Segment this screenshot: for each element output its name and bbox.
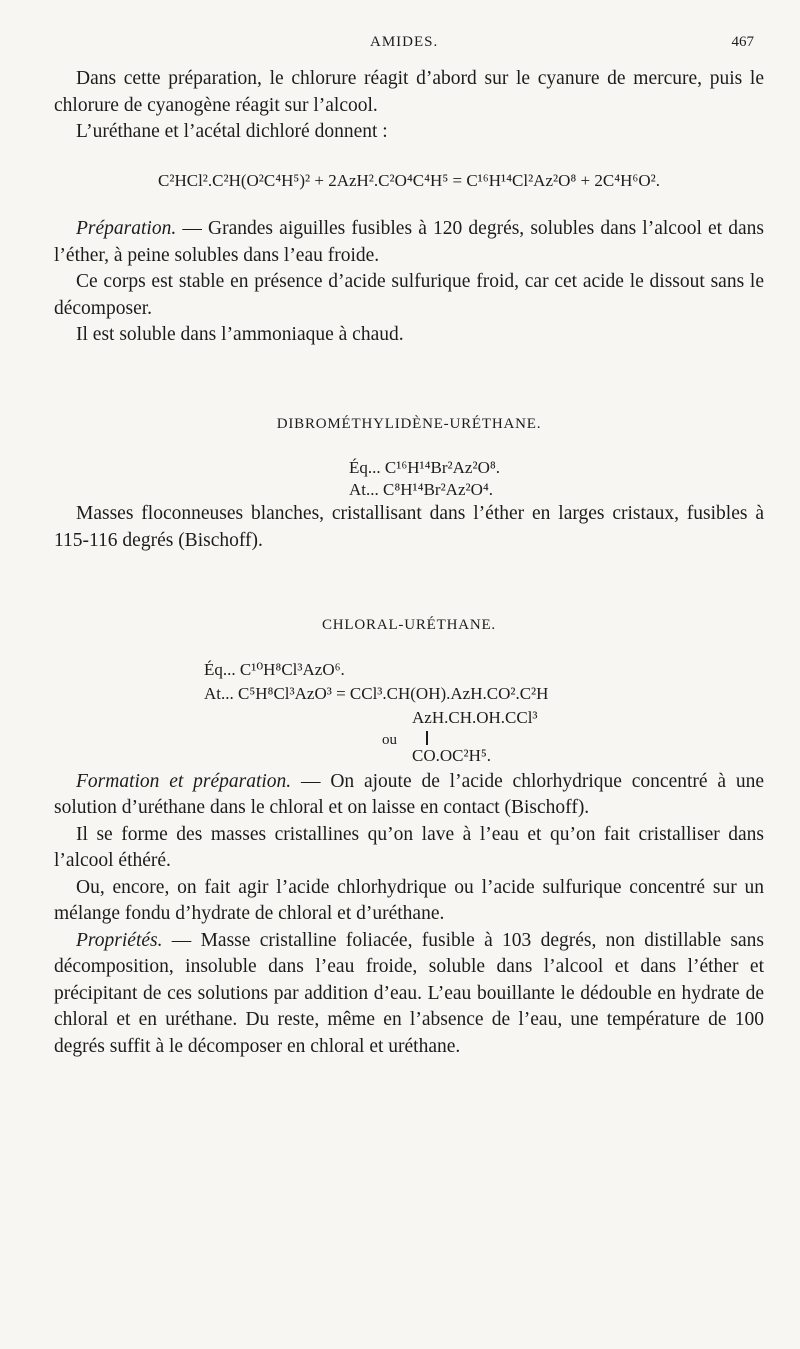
stability-paragraph: Ce corps est stable en présence d’acide sulfurique froid, car cet acide le dissout sans le décomposer.: [54, 271, 764, 319]
page-body: [54, 66, 764, 1060]
formation-paragraph: [54, 769, 764, 822]
preparation-paragraph: [54, 216, 764, 269]
dibromethylidene-formulas: [349, 457, 764, 501]
preparation-label: Préparation.: [76, 218, 177, 239]
crystallisation-paragraph: Il se forme des masses cristallines qu’on lave à l’eau et qu’on fait cristalliser dans l’alcool éthéré.: [54, 823, 764, 871]
alternative-method-paragraph: Ou, encore, on fait agir l’acide chlorhydrique ou l’acide sulfurique concentré sur un mélange fondu d’hydrate de chloral et d’uréthane.: [54, 876, 764, 924]
alternative-formula-line-2: CO.OC²H⁵.: [412, 745, 492, 765]
properties-text: — Masse cristalline foliacée, fusible à 103 degrés, non distillable sans décomposition, insoluble dans l’eau froide, soluble dans l’alcool et dans l’éther et précipitant de ces solutions par addition d’eau. L’eau bouillante le dédouble en hydrate de chloral et en uréthane. Du reste, même en l’absence de l’eau, une température de 100 degrés suffit à le décomposer en chloral et uréthane.: [54, 929, 764, 1057]
preparation-text: — Grandes aiguilles fusibles à 120 degrés, solubles dans l’alcool et dans l’éther, à peine solubles dans l’eau froide.: [54, 218, 764, 266]
reaction-equation: C²HCl².C²H(O²C⁴H⁵)² + 2AzH².C²O⁴C⁴H⁵ = C¹⁶H¹⁴Cl²Az²O⁸ + 2C⁴H⁶O².: [158, 170, 660, 190]
equivalent-formula: Éq... C¹⁰H⁸Cl³AzO⁶.: [204, 659, 345, 679]
dibromethylidene-description: Masses floconneuses blanches, cristallisant dans l’éther en larges cristaux, fusibles à 115-116 degrés (Bischoff).: [54, 503, 764, 551]
properties-paragraph: [54, 928, 764, 1061]
atomic-formula: At... C⁵H⁸Cl³AzO³ = CCl³.CH(OH).AzH.CO².C²H: [204, 683, 549, 703]
alternative-formula-line-1: AzH.CH.OH.CCl³: [412, 707, 538, 727]
intro-paragraph-2: L’uréthane et l’acétal dichloré donnent :: [76, 121, 388, 142]
page-header: [0, 34, 800, 58]
section-heading-dibromethylidene: DIBROMÉTHYLIDÈNE-URÉTHANE.: [276, 415, 542, 432]
alternative-or: ou: [382, 731, 397, 748]
bond-line: [426, 731, 428, 745]
equivalent-formula: Éq... C¹⁶H¹⁴Br²Az²O⁸.: [349, 458, 501, 477]
page-number: 467: [731, 34, 754, 50]
atomic-formula: At... C⁸H¹⁴Br²Az²O⁴.: [349, 480, 494, 499]
running-title: AMIDES.: [370, 34, 439, 50]
properties-label: Propriétés.: [76, 929, 163, 951]
formation-text: — On ajoute de l’acide chlorhydrique concentré à une solution d’uréthane dans le chloral et on laisse en contact (Bischoff).: [54, 770, 764, 818]
chloral-urethane-formulas: [204, 659, 764, 769]
intro-paragraph-1: Dans cette préparation, le chlorure réagit d’abord sur le cyanure de mercure, puis le chlorure de cyanogène réagit sur l’alcool.: [54, 68, 764, 116]
solubility-paragraph: Il est soluble dans l’ammoniaque à chaud.: [76, 324, 404, 345]
formation-label: Formation et préparation.: [76, 770, 292, 792]
section-heading-chloral-urethane: CHLORAL-URÉTHANE.: [321, 617, 496, 633]
